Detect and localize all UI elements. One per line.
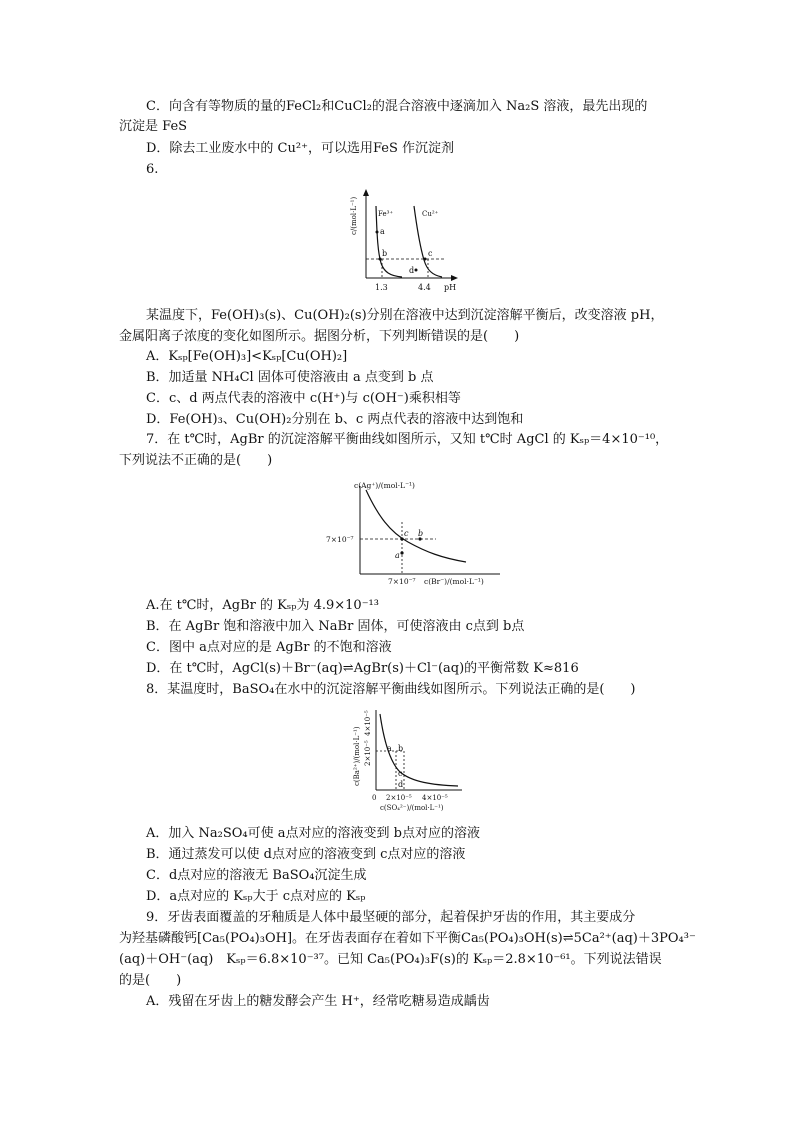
q9-stem-line4: 的是( ) (119, 973, 182, 988)
q5-option-c-line1: C．向含有等物质的量的FeCl₂和CuCl₂的混合溶液中逐滴加入 Na₂S 溶液，最先出现的 (146, 99, 648, 114)
q6-point-d: d (409, 266, 415, 275)
q5-option-d: D．除去工业废水中的 Cu²⁺，可以选用FeS 作沉淀剂 (146, 141, 454, 156)
q8-option-b: B．通过蒸发可以使 d点对应的溶液变到 c点对应的溶液 (146, 847, 466, 862)
q7-ytick: 7×10⁻⁷ (326, 535, 354, 544)
q6-point-a: a (380, 227, 385, 236)
q7-point-c: c (404, 529, 409, 538)
q6-ylabel: c/(mol·L⁻¹) (350, 196, 358, 235)
q8-point-d: d (398, 780, 404, 789)
q8-point-b: b (398, 744, 404, 753)
q8-option-d: D．a点对应的 Kₛₚ大于 c点对应的 Kₛₚ (146, 889, 366, 904)
q7-xlabel: c(Br⁻)/(mol·L⁻¹) (424, 577, 484, 586)
q8-option-c: C．d点对应的溶液无 BaSO₄沉淀生成 (146, 868, 367, 883)
q7-option-a: A.在 t℃时，AgBr 的 Kₛₚ为 4.9×10⁻¹³ (146, 598, 379, 613)
q6-point-b: b (382, 249, 388, 258)
q7-figure (318, 476, 508, 588)
q8-ylabel: c(Ba²⁺)/(mol·L⁻¹) (353, 726, 361, 786)
q6-number: 6. (146, 162, 159, 177)
q8-ytick-1: 2×10⁻⁵ (364, 740, 372, 766)
q9-stem-line3: (aq)＋OH⁻(aq) Kₛₚ＝6.8×10⁻³⁷。已知 Ca₅(PO₄)₃F(s)的 Kₛₚ＝2.8×10⁻⁶¹。下列说法错误 (119, 952, 662, 967)
q7-ylabel: c(Ag⁺)/(mol·L⁻¹) (354, 481, 415, 490)
q6-option-a: A．Kₛₚ[Fe(OH)₃]<Kₛₚ[Cu(OH)₂] (146, 349, 348, 364)
q6-stem-line2: 金属阳离子浓度的变化如图所示。据图分析，下列判断错误的是( ) (119, 329, 520, 344)
q5-option-c-line2: 沉淀是 FeS (119, 119, 188, 134)
q7-point-b: b (418, 529, 424, 538)
q6-option-d: D．Fe(OH)₃、Cu(OH)₂分别在 b、c 两点代表的溶液中达到饱和 (146, 412, 524, 427)
q7-stem-line2: 下列说法不正确的是( ) (119, 453, 273, 468)
q6-stem-line1: 某温度下，Fe(OH)₃(s)、Cu(OH)₂(s)分别在溶液中达到沉淀溶解平衡后，改变溶液 pH， (146, 308, 664, 323)
q7-option-d: D．在 t℃时，AgCl(s)＋Br⁻(aq)⇌AgBr(s)＋Cl⁻(aq)的平衡常数 K≈816 (146, 661, 579, 676)
q7-point-a: a (395, 551, 400, 560)
q8-origin: 0 (372, 794, 377, 802)
q6-option-b: B．加适量 NH₄Cl 固体可使溶液由 a 点变到 b 点 (146, 370, 434, 385)
q8-ytick-2: 4×10⁻⁵ (364, 710, 372, 736)
q7-option-b: B．在 AgBr 饱和溶液中加入 NaBr 固体，可使溶液由 c点到 b点 (146, 619, 525, 634)
q7-stem-line1: 7．在 t℃时，AgBr 的沉淀溶解平衡曲线如图所示，又知 t℃时 AgCl 的 Kₛₚ＝4×10⁻¹⁰， (146, 432, 669, 447)
q8-point-c: c (398, 769, 403, 778)
q6-xlabel: pH (444, 283, 457, 292)
q6-fe-label: Fe³⁺ (378, 210, 394, 218)
q6-xtick-2: 4.4 (418, 283, 431, 292)
q6-xtick-1: 1.3 (375, 283, 388, 292)
q6-cu-label: Cu²⁺ (422, 210, 439, 218)
q8-xtick-1: 2×10⁻⁵ (386, 794, 412, 802)
q8-xlabel: c(SO₄²⁻)/(mol·L⁻¹) (380, 804, 444, 812)
q9-stem-line1: 9．牙齿表面覆盖的牙釉质是人体中最坚硬的部分，起着保护牙齿的作用，其主要成分 (146, 910, 636, 925)
q6-option-c: C．c、d 两点代表的溶液中 c(H⁺)与 c(OH⁻)乘积相等 (146, 391, 461, 406)
q7-xtick: 7×10⁻⁷ (388, 577, 416, 586)
q8-figure (346, 704, 466, 816)
q9-stem-line2: 为羟基磷酸钙[Ca₅(PO₄)₃OH]。在牙齿表面存在着如下平衡Ca₅(PO₄)₃OH(s)⇌5Ca²⁺(aq)＋3PO₄³⁻ (119, 931, 696, 946)
q8-xtick-2: 4×10⁻⁵ (422, 794, 448, 802)
q6-point-c: c (428, 249, 433, 258)
q8-stem: 8．某温度时，BaSO₄在水中的沉淀溶解平衡曲线如图所示。下列说法正确的是( ) (146, 682, 636, 697)
q8-point-a: a (387, 744, 392, 753)
q8-option-a: A．加入 Na₂SO₄可使 a点对应的溶液变到 b点对应的溶液 (146, 826, 480, 841)
q9-option-a: A．残留在牙齿上的糖发酵会产生 H⁺，经常吃糖易造成龋齿 (146, 994, 490, 1009)
q7-option-c: C．图中 a点对应的是 AgBr 的不饱和溶液 (146, 640, 392, 655)
q6-figure (350, 188, 460, 298)
